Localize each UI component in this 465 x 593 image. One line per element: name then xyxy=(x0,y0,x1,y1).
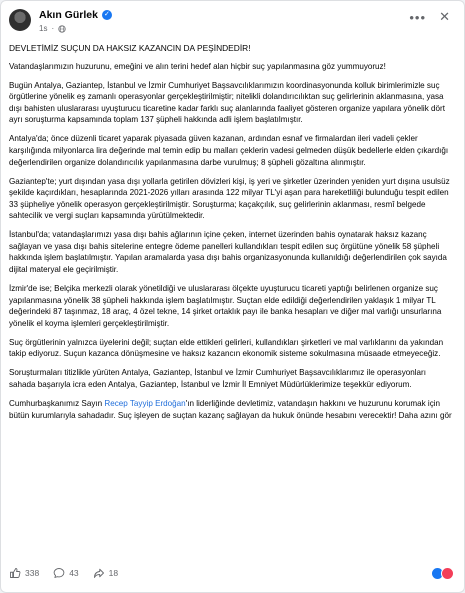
post-title: DEVLETİMİZ SUÇUN DA HAKSIZ KAZANCIN DA PEŞİNDEDİR! xyxy=(9,43,251,53)
author-avatar[interactable] xyxy=(9,9,31,31)
engagement-bar xyxy=(9,564,454,582)
verified-badge-icon: ✓ xyxy=(102,10,112,20)
post-paragraph: Suç örgütlerinin yalnızca üyelerini değil; suçtan elde ettikleri gelirleri, kullandıkları şirketleri ve mal varlıklarını da yakından takip ediyoruz. Suçun kazanca dönüşmesine ve haksız kazancın ekonomik sisteme sokulmasına müsaade etmeyeceğiz. xyxy=(9,337,444,359)
comment-count-value: 43 xyxy=(69,568,79,578)
post-paragraph: Gaziantep'te; yurt dışından yasa dışı yollarla getirilen dövizleri kişi, iş yeri ve şirketler üzerinden yeniden yurt dışına usulsüz şekilde kaçırdıkları, hesaplarında 2021-2026 yılları arasında 122 milyar TL'yi aşan para hareketliliği bulunduğu tespit edilen 33 şüpheliye yönelik operasyon gerçekleştirilmiştir. Soruşturma; kaçakçılık, suç gelirlerinin aklanması, resmî belgede sahtecilik ve vergi suçları kapsamında yürütülmektedir. xyxy=(9,176,450,221)
share-icon xyxy=(93,567,105,579)
share-count[interactable] xyxy=(93,567,118,579)
post-closing xyxy=(9,398,454,421)
close-icon[interactable]: ✕ xyxy=(439,9,450,24)
like-count[interactable] xyxy=(9,567,39,579)
closing-text-before: Cumhurbaşkanımız Sayın xyxy=(9,398,105,408)
post-paragraph: Vatandaşlarımızın huzurunu, emeğini ve alın terini hedef alan hiçbir suç yapılanmasına göz yummuyoruz! xyxy=(9,61,386,71)
post-body xyxy=(9,43,454,429)
post-paragraph: Bugün Antalya, Gaziantep, İstanbul ve İzmir Cumhuriyet Başsavcılıklarımızın koordinasyonunda kolluk birimlerimizle suç örgütlerine yönelik eş zamanlı operasyonlar gerçekleştirilmiştir; nitelikli dolandırıcılıktan suç gelirlerinin aklanmasına, yasa dışı bahisten uluslararası uyuşturucu ticaretine kadar farklı suç alanlarında faaliyet gösteren organize yapılara yönelik dört ayrı soruşturma kapsamında toplam 137 şüpheli hakkında adli işlem başlatılmıştır. xyxy=(9,80,445,125)
share-count-value: 18 xyxy=(108,568,119,578)
post-header xyxy=(9,7,456,37)
comment-count[interactable] xyxy=(53,567,78,579)
post-paragraph: İstanbul'da; vatandaşlarımızı yasa dışı bahis ağlarının içine çeken, internet üzerinden bahis oynatarak haksız kazanç sağlayan ve yasa dışı bahis sitelerine entegre ödeme panelleri kullandıkları tespit edilen suç örgütüne yönelik 58 şüpheli hakkında işlem başlatılmıştır. Yapılan aramalarda yasa dışı bahis organizasyonunda kullanıldığı değerlendirilen çok sayıda dijital materyal ele geçirilmiştir. xyxy=(9,230,447,275)
post-timestamp[interactable]: 1s xyxy=(39,24,48,33)
love-reaction-icon xyxy=(441,567,454,580)
like-icon xyxy=(9,567,21,579)
globe-icon xyxy=(58,25,66,33)
post-meta: 1s · xyxy=(39,24,66,33)
author-name[interactable]: Akın Gürlek xyxy=(39,9,98,21)
post-paragraph: Soruşturmaları titizlikle yürüten Antalya, Gaziantep, İstanbul ve İzmir Cumhuriyet Başsavcılıklarımız ile operasyonları sahada başarıyla icra eden Antalya, Gaziantep, İstanbul ve İzmir İl Emniyet Müdürlüklerimize teşekkür ediyorum. xyxy=(9,368,426,389)
closing-text-after: 'ın liderliğinde devletimiz, vatandaşın hakkını ve huzurunu korumak için bütün kurumlarıyla sahadadır. Suç işleyen de suçtan kazanç sağlayan da hukuk önünde hesabını verecektir! Daha azını gör xyxy=(9,398,452,420)
post-paragraph: Antalya'da; önce düzenli ticaret yaparak piyasada güven kazanan, ardından esnaf ve firmalardan ileri vadeli çekler karşılığında milyonlarca lira değerinde mal temin edip bu malları çeklerin vadesi gelmeden düşük bedellerle elden çıkardığı değerlendirilen organize dolandırıcılık yapılanmasına darbe vurulmuş; 8 şüpheli gözaltına alınmıştır. xyxy=(9,134,449,167)
comment-icon xyxy=(53,567,65,579)
mention-link[interactable]: Recep Tayyip Erdoğan xyxy=(104,398,186,408)
author-row xyxy=(39,9,112,21)
like-count-value: 338 xyxy=(25,568,40,578)
more-options-icon[interactable]: ••• xyxy=(409,10,426,25)
post-paragraph: İzmir'de ise; Belçika merkezli olarak yönetildiği ve uluslararası ölçekte uyuşturucu ticareti yaptığı belirlenen organize suç yapılanmasına yönelik 38 şüpheli hakkında işlem başlatılmıştır. Suçtan elde edildiği değerlendirilen yaklaşık 1 milyar TL değerindeki 87 taşınmaz, 18 araç, 4 özel tekne, 14 şirket ortaklık payı ile banka hesapları ve diğer mal varlığı unsurlarına yönelik el koyma işlemleri gerçekleştirilmiştir. xyxy=(9,284,442,328)
reaction-summary[interactable] xyxy=(431,567,454,580)
